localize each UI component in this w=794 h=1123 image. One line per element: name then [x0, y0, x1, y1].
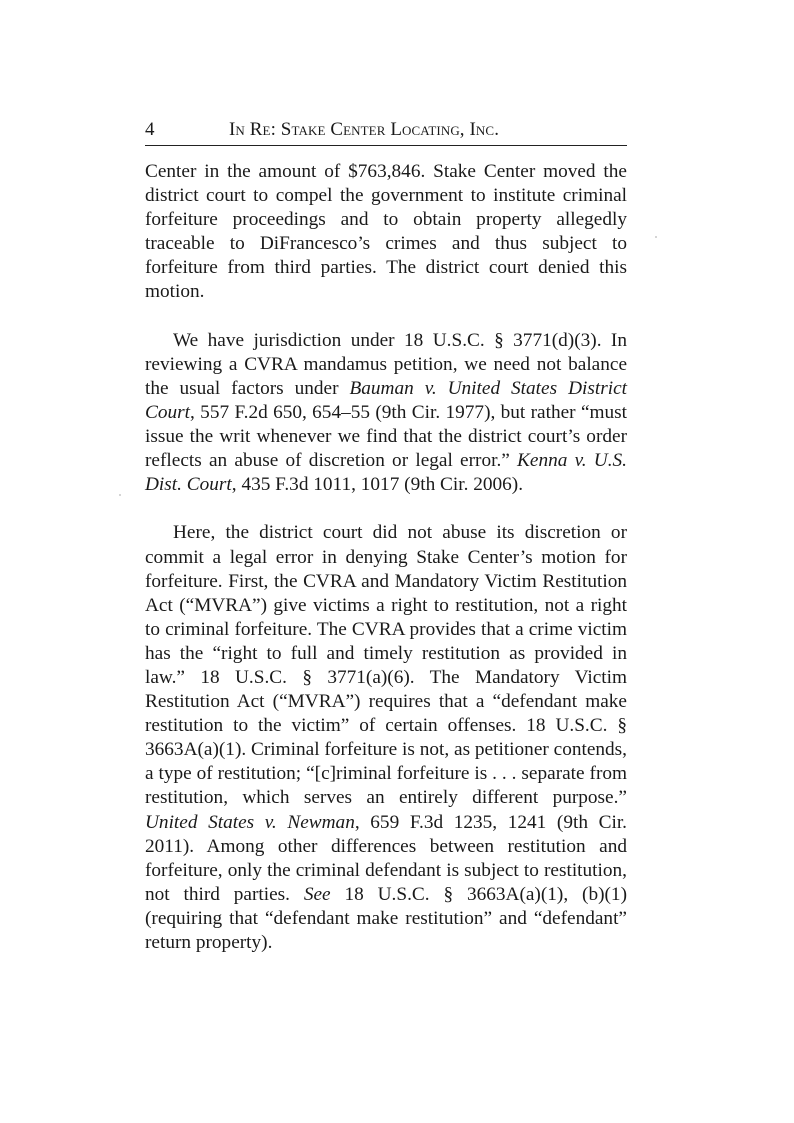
text-run: Here, the district court did not abuse its discretion or commit a legal error in denying Stake Center’s motion for forfeiture. First, the CVRA and Mandatory Victim Restitution Act (“MVRA”) give victims a right to restitution, not a right to criminal forfeiture. The CVRA provides that a crime victim has the “right to full and timely restitution as provided in law.” 18 U.S.C. § 3771(a)(6). The Mandatory Victim Restitution Act (“MVRA”) requires that a “defendant make restitution to the victim” of certain offenses. 18 U.S.C. § 3663A(a)(1). Criminal forfeiture is not, as petitioner contends, a type of restitution; “[c]riminal forfeiture is . . . separate from restitution, which serves an entirely different purpose.” — [145, 522, 627, 809]
italic-citation: United States v. Newman — [145, 811, 355, 833]
paragraph-p2 — [145, 329, 627, 498]
text-run: Center in the amount of $763,846. Stake Center moved the district court to compel the government to institute criminal forfeiture proceedings and to obtain property allegedly traceable to DiFrancesco’s crimes and thus subject to forfeiture from third parties. The district court denied this motion. — [145, 161, 627, 303]
opinion-body — [145, 160, 627, 979]
italic-citation: Bauman v. United States District Court — [145, 377, 627, 423]
scan-speck — [655, 236, 657, 238]
page-number: 4 — [145, 119, 155, 140]
text-run: , 557 F.2d 650, 654–55 (9th Cir. 1977), but rather “must issue the writ whenever we find that the district court’s order reflects an abuse of discretion or legal error.” — [145, 401, 627, 472]
paragraph-p3 — [145, 521, 627, 955]
italic-citation: Kenna v. U.S. Dist. Court — [145, 450, 627, 496]
running-title: In Re: Stake Center Locating, Inc. — [229, 119, 500, 140]
italic-citation: See — [303, 883, 331, 905]
scan-speck — [119, 494, 121, 496]
paragraph-p1 — [145, 160, 627, 305]
text-run: We have jurisdiction under 18 U.S.C. § 3771(d)(3). In reviewing a CVRA mandamus petition, we need not balance the usual factors under — [145, 329, 627, 399]
text-run: , 435 F.3d 1011, 1017 (9th Cir. 2006). — [231, 474, 524, 496]
text-run: 18 U.S.C. § 3663A(a)(1), (b)(1) (requiring that “defendant make restitution” and “defendant” return property). — [145, 883, 627, 953]
text-run: , 659 F.3d 1235, 1241 (9th Cir. 2011). Among other differences between restitution and forfeiture, only the criminal defendant is subject to restitution, not third parties. — [145, 811, 627, 905]
running-header — [145, 119, 627, 146]
